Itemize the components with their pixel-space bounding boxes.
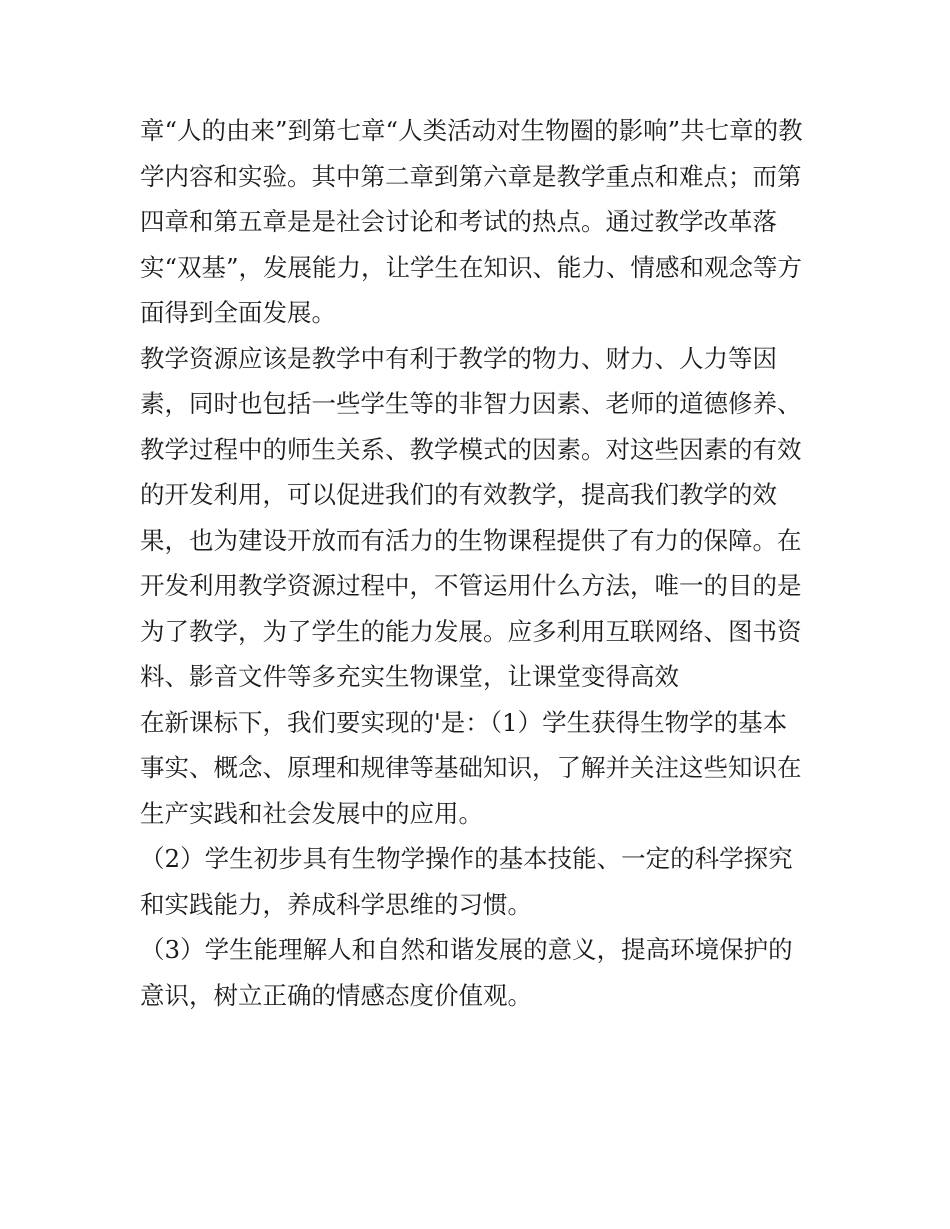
text-line: 事实、概念、原理和规律等基础知识，了解并关注这些知识在 xyxy=(140,753,802,782)
text-line: 面得到全面发展。 xyxy=(140,298,336,327)
text-line: （2）学生初步具有生物学操作的基本技能、一定的科学探究 xyxy=(140,844,793,873)
text-line: 果，也为建设开放而有活力的生物课程提供了有力的保障。在 xyxy=(140,525,802,555)
text-line: 生产实践和社会发展中的应用。 xyxy=(140,798,483,828)
text-line: 意识，树立正确的情感态度价值观。 xyxy=(140,980,532,1010)
text-line: 素，同时也包括一些学生等的非智力因素、老师的道德修养、 xyxy=(140,389,802,418)
text-line: （3）学生能理解人和自然和谐发展的意义，提高环境保护的 xyxy=(140,935,793,964)
document-body xyxy=(140,108,820,1018)
text-line: 和实践能力，养成科学思维的习惯。 xyxy=(140,889,532,919)
text-line: 料、影音文件等多充实生物课堂，让课堂变得高效 xyxy=(140,662,679,691)
text-line: 实“双基”，发展能力，让学生在知识、能力、情感和观念等方 xyxy=(140,252,803,282)
text-line: 的开发利用，可以促进我们的有效教学，提高我们教学的效 xyxy=(140,480,777,509)
text-line: 在新课标下，我们要实现的'是：（1）学生获得生物学的基本 xyxy=(140,707,788,737)
text-line: 学内容和实验。其中第二章到第六章是教学重点和难点；而第 xyxy=(140,161,802,191)
text-line: 开发利用教学资源过程中，不管运用什么方法，唯一的目的是 xyxy=(140,571,802,600)
text-line: 教学资源应该是教学中有利于教学的物力、财力、人力等因 xyxy=(140,343,777,373)
text-line: 为了教学，为了学生的能力发展。应多利用互联网络、图书资 xyxy=(140,616,802,646)
text-line: 教学过程中的师生关系、教学模式的因素。对这些因素的有效 xyxy=(140,434,802,464)
text-line: 章“人的由来”到第七章“人类活动对生物圈的影响”共七章的教 xyxy=(140,116,803,145)
text-line: 四章和第五章是是社会讨论和考试的热点。通过教学改革落 xyxy=(140,207,777,236)
